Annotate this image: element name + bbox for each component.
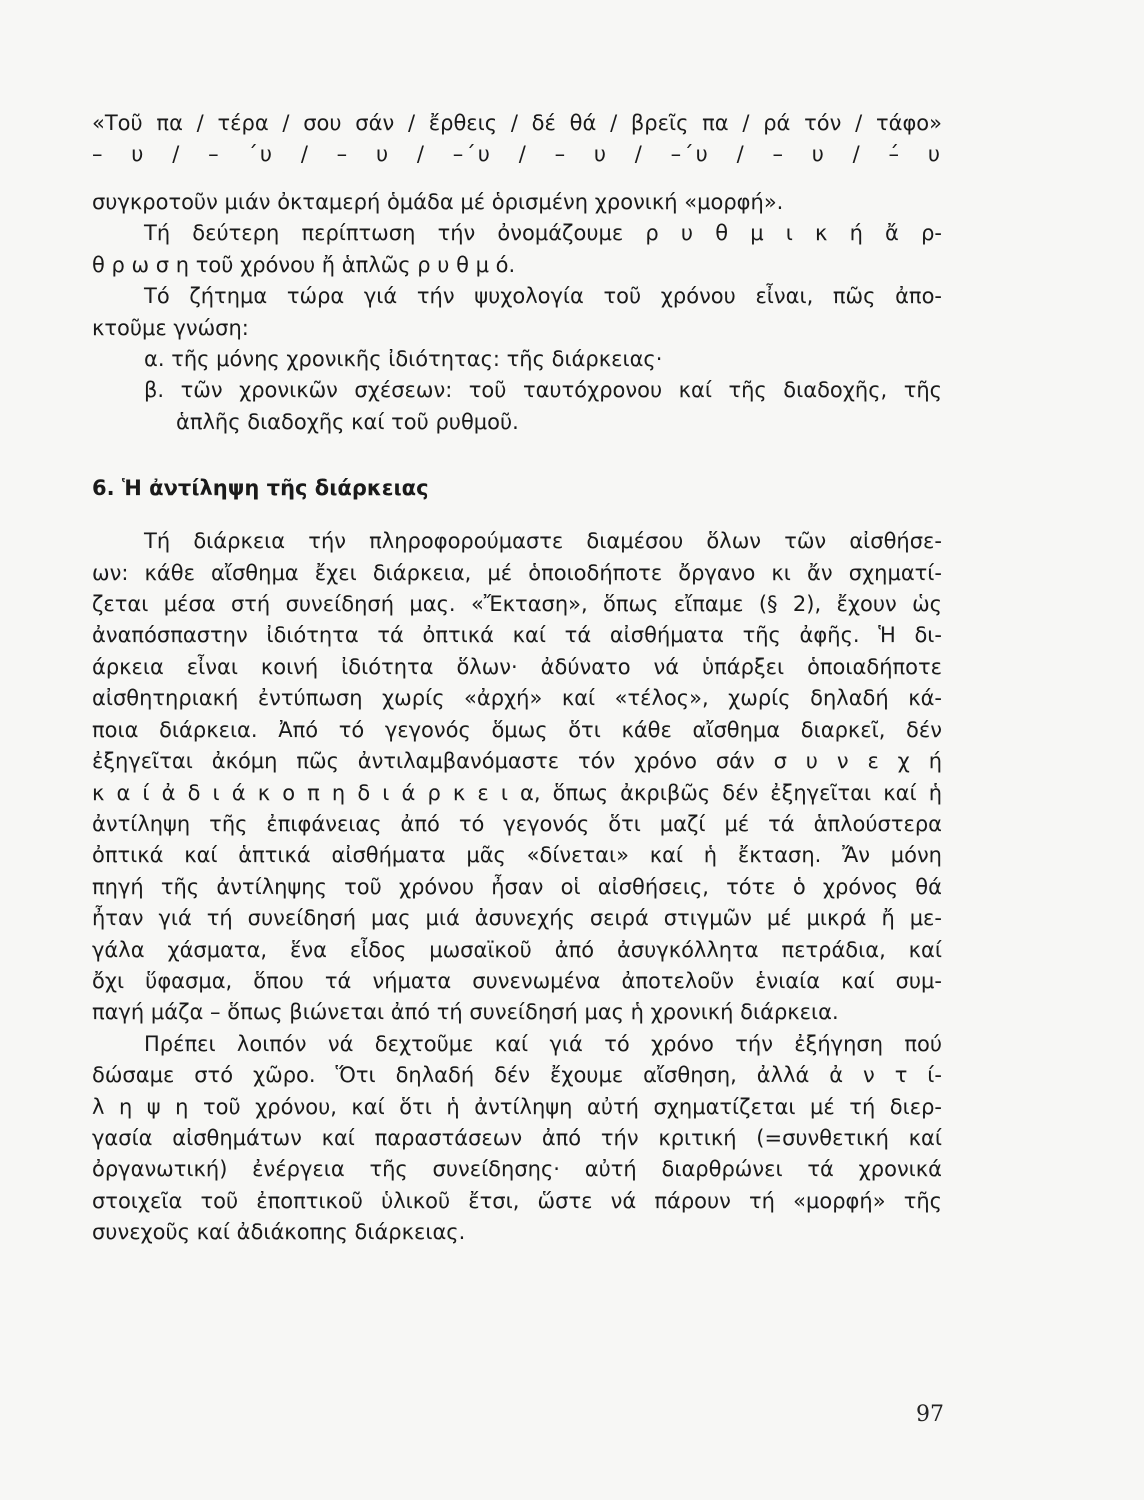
text-line: άρκεια εἶναι κοινή ἰδιότητα ὅλων· ἀδύνατο νά ὑπάρξει ὁποιαδήποτε bbox=[92, 654, 942, 679]
text-line: ζεται μέσα στή συνείδησή μας. «Ἔκταση», ὅπως εἴπαμε (§ 2), ἔχουν ὡς bbox=[92, 592, 942, 617]
text-line: γάλα χάσματα, ἕνα εἶδος μωσαϊκοῦ ἀπό ἀσυγκόλλητα πετράδια, καί bbox=[92, 937, 942, 962]
text-line: γασία αἰσθημάτων καί παραστάσεων ἀπό τήν κριτική (=συνθετική καί bbox=[92, 1125, 942, 1150]
text-line: θ ρ ω σ η τοῦ χρόνου ἤ ἁπλῶς ρ υ θ μ ό. bbox=[92, 252, 516, 277]
section-heading: 6. Ἡ ἀντίληψη τῆς διάρκειας bbox=[92, 476, 429, 501]
text-line: ὀπτικά καί ἁπτικά αἰσθήματα μᾶς «δίνεται» καί ἡ ἔκταση. Ἄν μόνη bbox=[92, 843, 942, 868]
text-line: δώσαμε στό χῶρο. Ὅτι δηλαδή δέν ἔχουμε αἴσθηση, ἀλλά ἀ ν τ ί- bbox=[92, 1063, 942, 1088]
text-line: λ η ψ η τοῦ χρόνου, καί ὅτι ἡ ἀντίληψη αὐτή σχηματίζεται μέ τή διερ- bbox=[92, 1094, 942, 1119]
text-line: κτοῦμε γνώση: bbox=[92, 315, 249, 340]
text-line: παγή μάζα – ὅπως βιώνεται ἀπό τή συνείδησή μας ἡ χρονική διάρκεια. bbox=[92, 1000, 839, 1025]
text-line: αἰσθητηριακή ἐντύπωση χωρίς «ἀρχή» καί «τέλος», χωρίς δηλαδή κά- bbox=[92, 686, 942, 711]
page-body bbox=[92, 108, 942, 1249]
page-number: 97 bbox=[916, 1402, 944, 1427]
verse-line: «Τοῦ πα / τέρα / σου σάν / ἔρθεις / δέ θά / βρεῖς πα / ρά τόν / τάφο» bbox=[92, 111, 942, 135]
text-line: στοιχεῖα τοῦ ἐποπτικοῦ ὑλικοῦ ἔτσι, ὥστε νά πάρουν τή «μορφή» τῆς bbox=[92, 1188, 942, 1213]
text-line: Τή δεύτερη περίπτωση τήν ὀνομάζουμε ρ υ θ μ ι κ ή ἄ ρ- bbox=[144, 221, 942, 246]
text-line: συγκροτοῦν μιάν ὀκταμερή ὁμάδα μέ ὁρισμένη χρονική «μορφή». bbox=[92, 190, 784, 214]
text-line: Πρέπει λοιπόν νά δεχτοῦμε καί γιά τό χρόνο τήν ἐξήγηση πού bbox=[144, 1031, 942, 1056]
metric-scheme: – υ / – ΄υ / – υ / –΄υ / – υ / –΄υ / – υ / –́ υ bbox=[92, 142, 942, 166]
text-line: ἀντίληψη τῆς ἐπιφάνειας ἀπό τό γεγονός ὅτι μαζί μέ τά ἁπλούστερα bbox=[92, 811, 942, 836]
list-item: α. τῆς μόνης χρονικῆς ἰδιότητας: τῆς διάρκειας· bbox=[144, 347, 663, 372]
text-line: ἐξηγεῖται ἀκόμη πῶς ἀντιλαμβανόμαστε τόν χρόνο σάν σ υ ν ε χ ή bbox=[92, 749, 942, 774]
text-line: ων: κάθε αἴσθημα ἔχει διάρκεια, μέ ὁποιοδήποτε ὄργανο κι ἄν σχηματί- bbox=[92, 560, 942, 585]
text-line: Τή διάρκεια τήν πληροφορούμαστε διαμέσου ὅλων τῶν αἰσθήσε- bbox=[144, 529, 942, 554]
text-line: ὀργανωτική) ἐνέργεια τῆς συνείδησης· αὐτή διαρθρώνει τά χρονικά bbox=[92, 1157, 942, 1182]
list-item-continuation: ἁπλῆς διαδοχῆς καί τοῦ ρυθμοῦ. bbox=[176, 409, 519, 434]
text-line: ποια διάρκεια. Ἀπό τό γεγονός ὅμως ὅτι κάθε αἴσθημα διαρκεῖ, δέν bbox=[92, 717, 942, 742]
text-line: ἀναπόσπαστην ἰδιότητα τά ὀπτικά καί τά αἰσθήματα τῆς ἀφῆς. Ἡ δι- bbox=[92, 623, 942, 648]
text-line: πηγή τῆς ἀντίληψης τοῦ χρόνου ἦσαν οἱ αἰσθήσεις, τότε ὁ χρόνος θά bbox=[92, 874, 942, 899]
text-line: ὄχι ὕφασμα, ὅπου τά νήματα συνενωμένα ἀποτελοῦν ἑνιαία καί συμ- bbox=[92, 968, 942, 993]
text-line: ἦταν γιά τή συνείδησή μας μιά ἀσυνεχής σειρά στιγμῶν μέ μικρά ἤ με- bbox=[92, 906, 942, 931]
text-line: κ α ί ἀ δ ι ά κ ο π η δ ι ά ρ κ ε ι α, ὅπως ἀκριβῶς δέν ἐξηγεῖται καί ἡ bbox=[92, 780, 942, 805]
text-line: συνεχοῦς καί ἀδιάκοπης διάρκειας. bbox=[92, 1220, 466, 1245]
list-item: β. τῶν χρονικῶν σχέσεων: τοῦ ταυτόχρονου καί τῆς διαδοχῆς, τῆς bbox=[144, 378, 942, 403]
text-line: Τό ζήτημα τώρα γιά τήν ψυχολογία τοῦ χρόνου εἶναι, πῶς ἀπο- bbox=[144, 284, 942, 309]
